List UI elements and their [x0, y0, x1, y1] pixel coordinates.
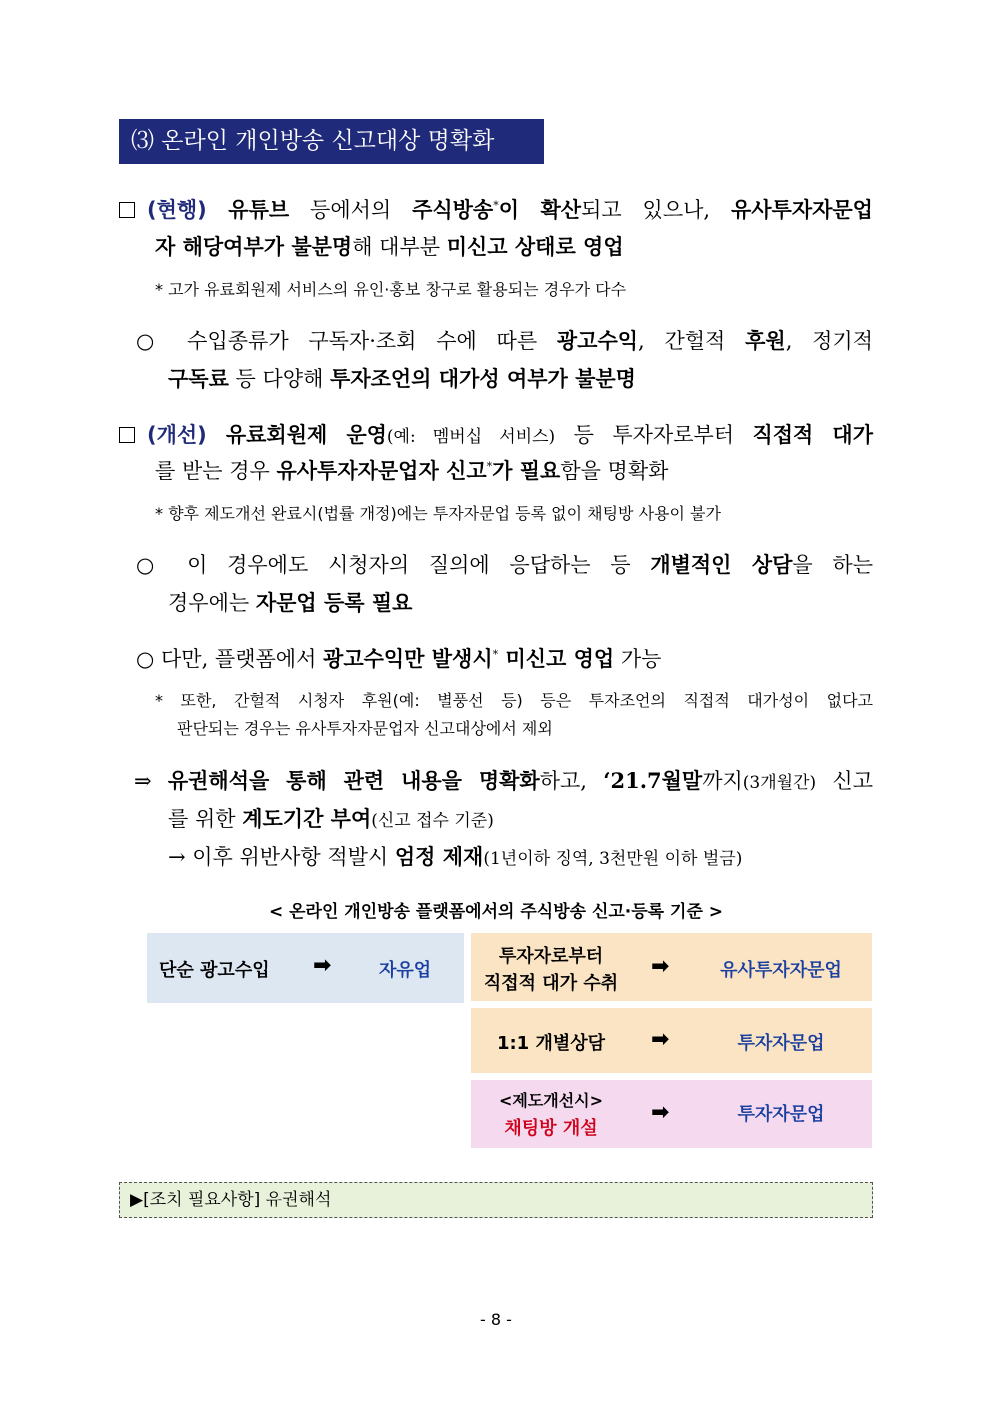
footnote-marker: * — [492, 648, 499, 661]
text-run: 직접적 대가 — [752, 422, 873, 447]
improve-line-2-text — [155, 459, 668, 483]
text-run: 후원 — [745, 328, 786, 353]
diagram-left-tile — [147, 933, 464, 1003]
text-run: ⇒ — [134, 769, 168, 793]
diagram-row-1-label-2: 직접적 대가 수취 — [483, 973, 619, 994]
text-run: 등 투자자로부터 — [555, 423, 753, 447]
checkbox-square-icon — [119, 202, 135, 218]
improve-sub1-line-2-text — [168, 591, 412, 615]
text-run: 미신고 영업 — [498, 646, 615, 671]
improve-sub2-line-1 — [136, 645, 873, 673]
text-run: ○ 이 경우에도 시청자의 질의에 응답하는 등 — [136, 553, 651, 577]
text-run: 유튜브 — [206, 197, 290, 222]
improve-line-1 — [119, 421, 873, 451]
diagram-row-2-result: 투자자문업 — [737, 1033, 825, 1054]
text-run: 자 해당여부가 불분명 — [155, 234, 353, 259]
text-run: 자문업 등록 필요 — [255, 590, 413, 615]
text-run: 유권해석을 통해 관련 내용을 명확화 — [167, 768, 540, 793]
text-run: (3개월간) — [742, 773, 817, 793]
result-line-3 — [168, 843, 873, 873]
text-run: 가 필요 — [492, 458, 561, 483]
text-run: 를 위한 — [168, 807, 243, 831]
current-marker: (현행) — [147, 198, 207, 222]
text-run: 주식방송 — [412, 197, 494, 222]
improve-sub2-note-1: * 또한, 간헐적 시청자 후원(예: 별풍선 등) 등은 투자조언의 직접적 대가성이 없다고 — [155, 691, 873, 710]
text-run: 엄정 제재 — [394, 844, 484, 869]
text-run: 유사투자자문업 — [730, 197, 873, 222]
text-run: 구독료 — [168, 366, 229, 391]
text-run: 가능 — [614, 647, 662, 671]
section-title: ⑶ 온라인 개인방송 신고대상 명확화 — [119, 119, 544, 164]
text-run: (신고 접수 기준) — [371, 811, 494, 831]
right-arrow-icon: ➡ — [651, 954, 670, 979]
text-run: 되고 있으나, — [581, 198, 731, 222]
improve-note: * 향후 제도개선 완료시(법률 개정)에는 투자자문업 등록 없이 채팅방 사용이 불가 — [155, 504, 721, 523]
result-line-2-text — [168, 807, 494, 831]
text-run: 을 하는 — [792, 553, 873, 577]
text-run: 까지 — [702, 769, 743, 793]
footnote-marker: * — [493, 199, 499, 212]
result-line-3-text — [168, 845, 742, 869]
right-arrow-icon: ➡ — [651, 1027, 670, 1052]
result-line-2 — [168, 805, 873, 835]
improve-sub1-line-2 — [168, 589, 873, 617]
text-run: 등에서의 — [289, 198, 413, 222]
text-run: 계도기간 부여 — [242, 806, 372, 831]
current-line-1 — [119, 196, 873, 224]
current-line-2 — [155, 233, 873, 261]
current-sub-line-2 — [168, 365, 873, 393]
text-run: 유사투자자문업자 신고 — [276, 458, 487, 483]
improve-line-2 — [155, 457, 873, 485]
text-run: , 간헐적 — [638, 329, 746, 353]
checkbox-square-icon — [119, 427, 135, 443]
improve-line-1-text — [207, 423, 873, 447]
diagram-row-3-label-2: 채팅방 개설 — [504, 1118, 598, 1139]
diagram-left-label: 단순 광고수입 — [159, 960, 270, 981]
current-line-1-text — [207, 198, 873, 222]
diagram-row-3-result: 투자자문업 — [737, 1104, 825, 1125]
page-number: - 8 - — [480, 1310, 512, 1329]
text-run: 등 다양해 — [228, 367, 331, 391]
improve-sub1-line-1 — [136, 551, 873, 579]
text-run: ○ 수입종류가 구독자·조회 수에 따른 — [136, 329, 557, 353]
text-run: → 이후 위반사항 적발시 — [168, 845, 395, 869]
current-note: * 고가 유료회원제 서비스의 유인·홍보 창구로 활용되는 경우가 다수 — [155, 280, 627, 299]
text-run: ○ 다만, 플랫폼에서 — [136, 647, 324, 671]
text-run: 해 대부분 — [352, 235, 447, 259]
diagram-row-3 — [471, 1080, 872, 1148]
text-run: 개별적인 상담 — [650, 552, 793, 577]
text-run: 유료회원제 운영 — [206, 422, 387, 447]
right-arrow-icon: ➡ — [313, 953, 332, 978]
result-line-1 — [134, 767, 873, 797]
text-run: 이 확산 — [498, 197, 582, 222]
text-run: 신고 — [816, 769, 873, 793]
text-run: 투자조언의 대가성 여부가 불분명 — [330, 366, 636, 391]
diagram-row-1-result: 유사투자자문업 — [720, 960, 842, 981]
improve-sub1-line-1-text — [136, 553, 873, 577]
diagram-row-2 — [471, 1008, 872, 1073]
result-line-1-text — [134, 769, 873, 793]
text-run: 광고수익 — [556, 328, 639, 353]
current-sub-line-1-text — [136, 329, 873, 353]
text-run: 를 받는 경우 — [155, 459, 277, 483]
text-run: , 정기적 — [785, 329, 873, 353]
diagram-row-2-label-1: 1:1 개별상담 — [496, 1033, 606, 1054]
diagram-row-1-label-1: 투자자로부터 — [498, 946, 604, 967]
diagram-row-1 — [471, 933, 872, 1001]
text-run: 경우에는 — [168, 591, 256, 615]
improve-sub2-line-1-text — [136, 647, 661, 671]
text-run: (예: 멤버십 서비스) — [386, 427, 556, 447]
improve-sub2-note-2: 판단되는 경우는 유사투자자문업자 신고대상에서 제외 — [177, 719, 553, 738]
improve-marker: (개선) — [147, 423, 207, 447]
diagram-caption: < 온라인 개인방송 플랫폼에서의 주식방송 신고·등록 기준 > — [268, 902, 724, 922]
diagram-row-3-label-1: <제도개선시> — [498, 1091, 604, 1110]
current-sub-line-1 — [136, 327, 873, 355]
text-run: 미신고 상태로 영업 — [446, 234, 624, 259]
current-line-2-text — [155, 235, 624, 259]
action-required-box: ▶[조치 필요사항] 유권해석 — [119, 1182, 873, 1218]
text-run: 광고수익만 발생시 — [323, 646, 493, 671]
diagram-left-result: 자유업 — [379, 960, 432, 981]
text-run: 하고, — [539, 769, 604, 793]
right-arrow-icon: ➡ — [651, 1100, 670, 1125]
text-run: (1년이하 징역, 3천만원 이하 벌금) — [483, 849, 743, 869]
footnote-marker: * — [486, 460, 493, 473]
current-sub-line-2-text — [168, 367, 636, 391]
text-run: 함을 명확화 — [560, 459, 669, 483]
text-run: ‘21.7월말 — [603, 768, 703, 793]
